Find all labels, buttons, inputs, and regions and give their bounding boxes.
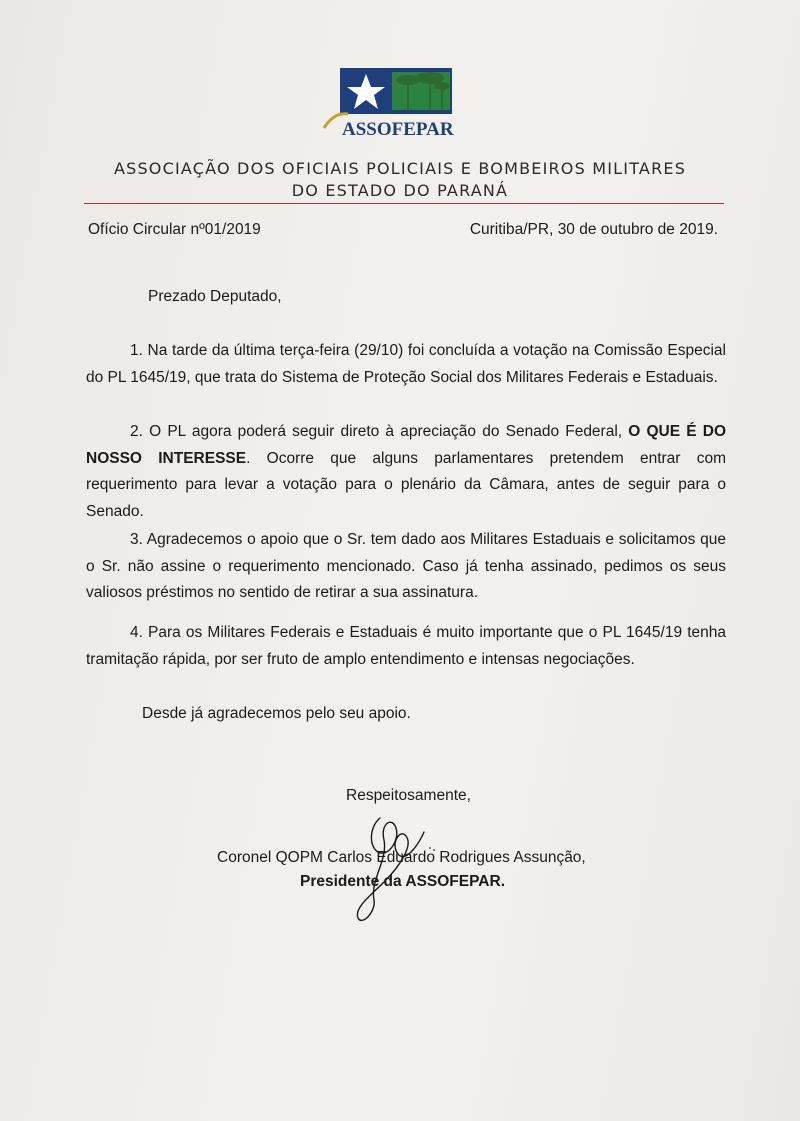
logo-wordmark: ASSOFEPAR <box>342 119 454 140</box>
paragraph-2-end: . Ocorre que alguns parlamentares pretendem entrar com requerimento para levar a votação para o plenário da Câmara, antes de seguir para o Senado. <box>86 449 726 520</box>
organization-title-line2: DO ESTADO DO PARANÁ <box>291 181 509 200</box>
signer-name: Coronel QOPM Carlos Eduardo Rodrigues Assunção, <box>217 849 586 866</box>
paragraph-2-start: 2. O PL agora poderá seguir direto à apreciação do Senado Federal, <box>130 423 629 440</box>
organization-title-line1: ASSOCIAÇÃO DOS OFICIAIS POLICIAIS E BOMBEIROS MILITARES <box>113 159 687 178</box>
closing-line: Desde já agradecemos pelo seu apoio. <box>142 705 411 722</box>
paragraph-3: 3. Agradecemos o apoio que o Sr. tem dado aos Militares Estaduais e solicitamos que o Sr. não assine o requerimento mencionado. Caso já tenha assinado, pedimos os seus valiosos préstimos no sentido de retirar a sua assinatura. <box>86 531 726 601</box>
signer-role: Presidente da ASSOFEPAR. <box>300 873 505 890</box>
paragraph-2 <box>86 419 726 525</box>
paragraph-1: 1. Na tarde da última terça-feira (29/10) foi concluída a votação na Comissão Especial do PL 1645/19, que trata do Sistema de Proteção Social dos Militares Federais e Estaduais. <box>86 342 726 386</box>
place-and-date: Curitiba/PR, 30 de outubro de 2019. <box>469 221 718 238</box>
assofepar-logo <box>318 68 478 142</box>
sign-off: Respeitosamente, <box>346 787 471 804</box>
paragraph-2-emphasis: O QUE É DO NOSSO INTERESSE <box>86 423 726 467</box>
paragraph-4: 4. Para os Militares Federais e Estaduais é muito importante que o PL 1645/19 tenha tramitação rápida, por ser fruto de amplo entendimento e intensas negociações. <box>86 624 726 668</box>
salutation: Prezado Deputado, <box>148 288 282 305</box>
header-divider <box>84 203 724 204</box>
organization-title <box>0 158 800 202</box>
document-reference: Ofício Circular nº01/2019 <box>88 221 261 238</box>
